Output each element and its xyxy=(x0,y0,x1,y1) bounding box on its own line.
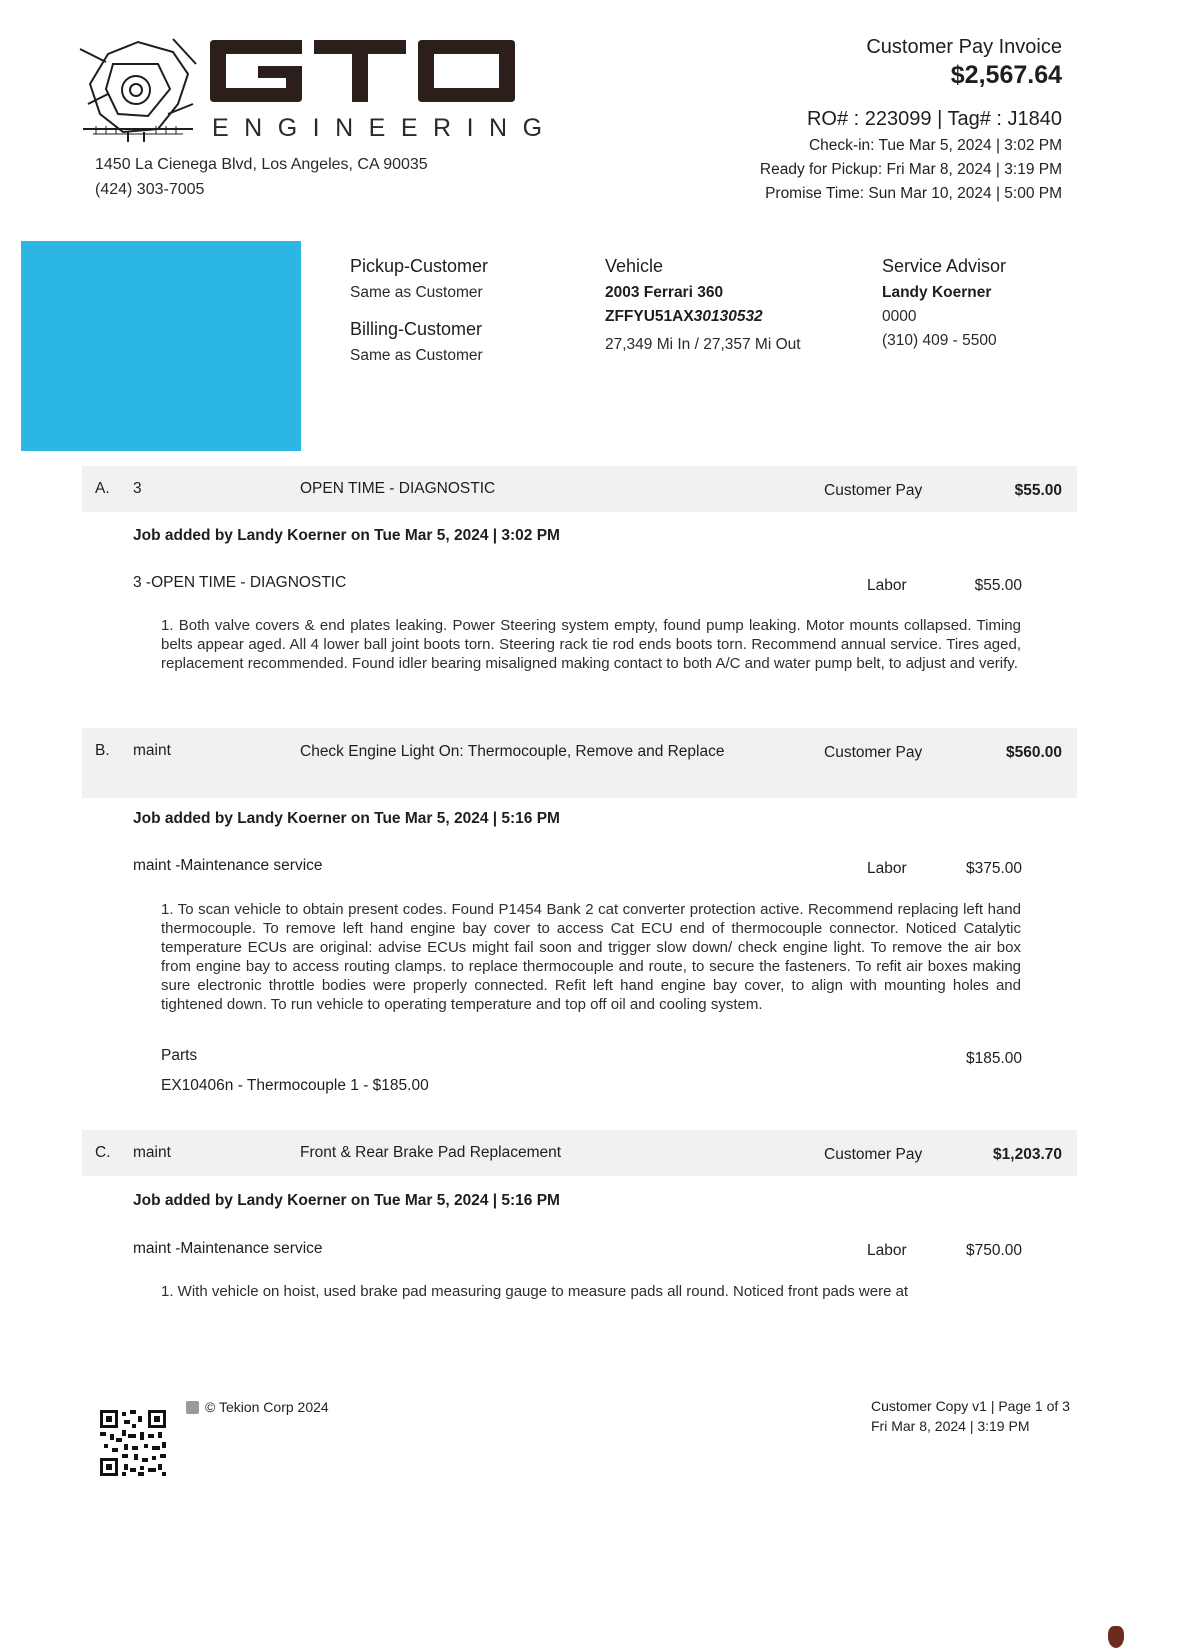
job-b-pay-type: Customer Pay xyxy=(824,744,923,761)
job-a-amount: $55.00 xyxy=(1014,482,1062,499)
job-b-part-line: EX10406n - Thermocouple 1 - $185.00 xyxy=(161,1077,429,1094)
scan-mark xyxy=(1108,1626,1124,1648)
job-b-operation: maint -Maintenance service xyxy=(133,857,323,874)
job-a-added-by: Job added by Landy Koerner on Tue Mar 5, 2024 | 3:02 PM xyxy=(133,527,560,544)
service-advisor-block xyxy=(882,256,1082,353)
ready-time: Ready for Pickup: Fri Mar 8, 2024 | 3:19 PM xyxy=(759,161,1062,178)
shop-contact xyxy=(95,152,428,202)
shop-address: 1450 La Cienega Blvd, Los Angeles, CA 90035 xyxy=(95,156,428,173)
invoice-total: $2,567.64 xyxy=(950,61,1062,89)
shop-phone: (424) 303-7005 xyxy=(95,181,205,198)
job-a-description: 1. Both valve covers & end plates leaking. Power Steering system empty, found pump leaking. Motor mounts collapsed. Timing belts appear aged. All 4 lower ball joint boots torn. Steering rack tie rod ends boots torn. Recommend annual service. Tires aged, replacement recommended. Found idler bearing misaligned making contact to both A/C and water pump belt, to adjust and verify. xyxy=(161,617,1021,672)
tekion-logo-icon xyxy=(186,1401,199,1414)
qr-code-icon xyxy=(100,1410,166,1476)
job-b-code: maint xyxy=(133,742,171,759)
vehicle-vin xyxy=(605,305,805,329)
job-b-parts-label: Parts xyxy=(161,1047,198,1064)
advisor-phone: (310) 409 - 5500 xyxy=(882,332,997,349)
job-c-title: Front & Rear Brake Pad Replacement xyxy=(300,1144,562,1161)
job-c-labor-amount: $750.00 xyxy=(965,1242,1022,1259)
vin-suffix: 30130532 xyxy=(693,308,763,325)
billing-title: Billing-Customer xyxy=(350,319,483,339)
job-a-title: OPEN TIME - DIAGNOSTIC xyxy=(300,480,496,497)
job-b-labor-label: Labor xyxy=(867,860,907,877)
copyright-text: © Tekion Corp 2024 xyxy=(205,1399,329,1415)
vehicle-title: Vehicle xyxy=(605,256,664,276)
copyright-line xyxy=(186,1399,329,1415)
job-b-amount: $560.00 xyxy=(1005,744,1062,761)
ro-tag-line: RO# : 223099 | Tag# : J1840 xyxy=(806,108,1062,130)
vin-prefix: ZFFYU51AX xyxy=(605,308,694,325)
job-c-pay-type: Customer Pay xyxy=(824,1146,923,1163)
job-a-pay-type: Customer Pay xyxy=(824,482,923,499)
engine-illustration-icon xyxy=(78,34,198,142)
customer-copy-page: Customer Copy v1 | Page 1 of 3 xyxy=(871,1398,1070,1414)
job-b-labor-amount: $375.00 xyxy=(965,860,1022,877)
vehicle-block xyxy=(605,256,805,355)
job-b-letter: B. xyxy=(95,742,110,759)
billing-value: Same as Customer xyxy=(350,347,483,364)
copy-info xyxy=(871,1396,1070,1436)
job-c-added-by: Job added by Landy Koerner on Tue Mar 5, 2024 | 5:16 PM xyxy=(133,1192,560,1209)
job-b-description: 1. To scan vehicle to obtain present codes. Found P1454 Bank 2 cat converter protection active. Recommend replacing left hand thermocouple. To remove left hand engine bay cover to access Cat ECU end of thermocouple connector. Noticed Catalytic temperature ECUs are original: advise ECUs might fail soon and trigger slow down/ check engine light. To remove the air box from engine bay to access routing clamps. to replace thermocouple and route, to secure the fasteners. To refit air boxes making sure electronic throttle bodies were properly connected. Refit left hand engine bay cover, to align with mounting holes and tightened down. To run vehicle to operating temperature and top off oil and cooling system. xyxy=(161,901,1021,1013)
job-c-operation: maint -Maintenance service xyxy=(133,1240,323,1257)
redacted-customer-block xyxy=(21,241,301,451)
job-a-code: 3 xyxy=(133,480,142,497)
job-c-labor-label: Labor xyxy=(867,1242,907,1259)
check-in-time: Check-in: Tue Mar 5, 2024 | 3:02 PM xyxy=(808,137,1062,154)
job-b-parts-amount: $185.00 xyxy=(965,1050,1022,1067)
logo-word-text: GTO xyxy=(210,40,213,41)
vehicle-model: 2003 Ferrari 360 xyxy=(605,284,724,301)
job-b-added-by: Job added by Landy Koerner on Tue Mar 5, 2024 | 5:16 PM xyxy=(133,810,560,827)
pickup-customer-block xyxy=(350,256,570,368)
logo-subtitle: ENGINEERING xyxy=(212,114,558,142)
invoice-summary xyxy=(760,36,1062,203)
vehicle-mileage: 27,349 Mi In / 27,357 Mi Out xyxy=(605,336,801,353)
advisor-title: Service Advisor xyxy=(882,256,1007,276)
job-a-operation: 3 -OPEN TIME - DIAGNOSTIC xyxy=(133,574,347,591)
job-b-header-bar xyxy=(82,728,1077,798)
job-c-letter: C. xyxy=(95,1144,111,1161)
job-a-labor-label: Labor xyxy=(867,577,907,594)
invoice-title: Customer Pay Invoice xyxy=(866,36,1062,58)
advisor-name: Landy Koerner xyxy=(882,284,992,301)
job-c-amount: $1,203.70 xyxy=(993,1146,1062,1163)
pickup-title: Pickup-Customer xyxy=(350,256,489,276)
job-c-description: 1. With vehicle on hoist, used brake pad measuring gauge to measure pads all round. Noticed front pads were at xyxy=(161,1283,909,1300)
footer-date: Fri Mar 8, 2024 | 3:19 PM xyxy=(871,1418,1030,1434)
promise-time: Promise Time: Sun Mar 10, 2024 | 5:00 PM xyxy=(765,185,1062,202)
pickup-value: Same as Customer xyxy=(350,284,483,301)
gto-logo-wordmark xyxy=(210,40,515,102)
job-a-letter: A. xyxy=(95,480,110,497)
job-c-code: maint xyxy=(133,1144,171,1161)
job-a-labor-amount: $55.00 xyxy=(974,577,1022,594)
advisor-id: 0000 xyxy=(882,308,917,325)
job-b-title: Check Engine Light On: Thermocouple, Remove and Replace xyxy=(300,743,725,760)
